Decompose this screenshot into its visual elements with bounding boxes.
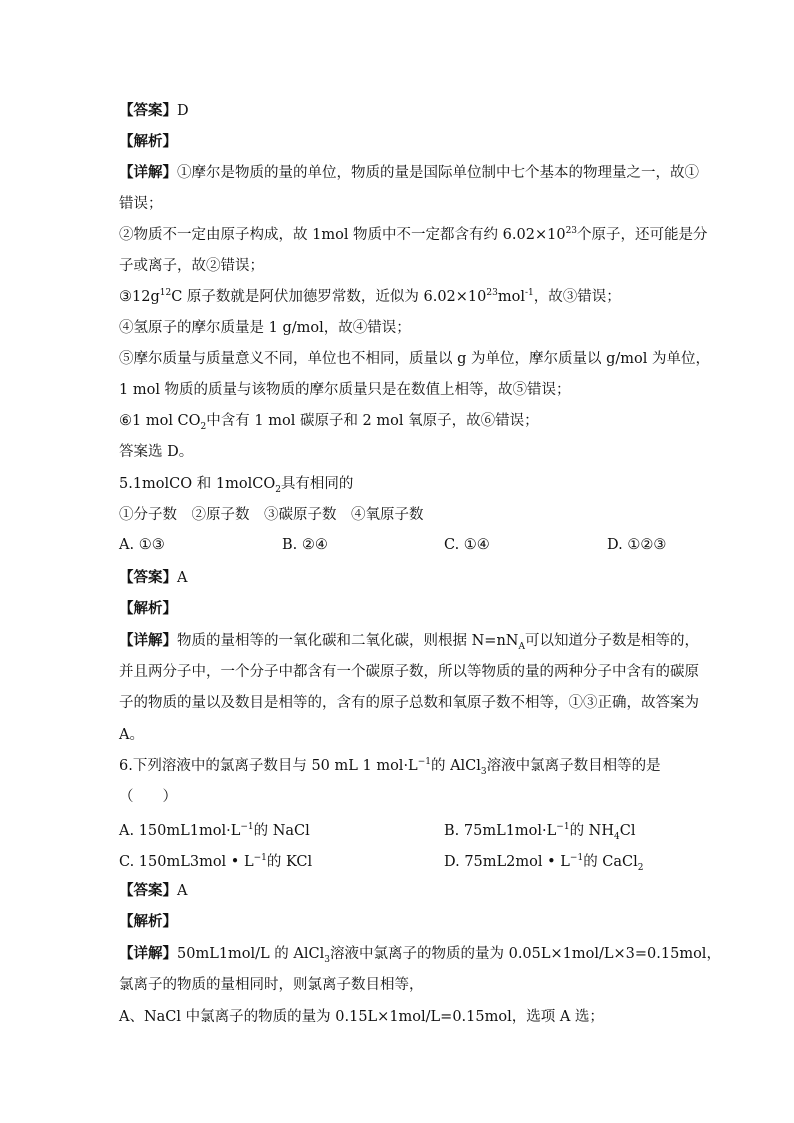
detail-tag: 【详解】 — [119, 945, 177, 962]
subscript: 2 — [637, 862, 644, 873]
question-stem — [119, 756, 679, 776]
question-stem — [119, 474, 679, 494]
text: 个原子，还可能是分 — [577, 227, 708, 243]
option-b: B. ②④ — [282, 537, 328, 553]
option-b — [444, 819, 636, 840]
text: ③12g — [119, 289, 160, 305]
text: 5.1molCO 和 1molCO — [119, 476, 276, 492]
question-items: ①分子数 ②原子数 ③碳原子数 ④氧原子数 — [119, 507, 424, 523]
option-c: C. ①④ — [444, 537, 490, 553]
text-line: 子的物质的量以及数目是相等的，含有的原子总数和氧原子数不相等，①③正确，故答案为 — [119, 695, 699, 711]
subscript: 2 — [200, 421, 207, 432]
answer-line — [119, 568, 679, 588]
superscript: -1 — [524, 288, 534, 299]
text-line: 并且两分子中，一个分子中都含有一个碳原子数，所以等物质的量的两种分子中含有的碳原 — [119, 664, 699, 680]
answer-tag: 【答案】 — [119, 102, 177, 119]
text: ，故③错误； — [533, 289, 621, 305]
superscript: −1 — [556, 822, 570, 833]
text: 的 CaCl — [583, 854, 638, 870]
text: D. 75mL2mol • L — [444, 854, 570, 870]
superscript: −1 — [240, 822, 254, 833]
text: ①摩尔是物质的量的单位，物质的量是国际单位制中七个基本的物理量之一，故① — [177, 165, 699, 181]
text-line: 答案选 D。 — [119, 444, 194, 460]
option-d — [444, 850, 644, 871]
answer-tag: 【答案】 — [119, 882, 177, 899]
analysis-tag: 【解析】 — [119, 913, 177, 930]
text: 的 KCl — [266, 854, 313, 870]
option-a — [119, 819, 310, 840]
answer-tag: 【答案】 — [119, 569, 177, 586]
text-line: 错误； — [119, 196, 163, 212]
subscript: 3 — [324, 954, 330, 965]
superscript: 23 — [565, 226, 578, 237]
text-line: ④氢原子的摩尔质量是 1 g/mol，故④错误； — [119, 320, 411, 336]
option-a: A. ①③ — [119, 537, 165, 553]
detail-line — [119, 631, 699, 652]
text-line — [119, 411, 679, 431]
answer-value: A — [177, 883, 188, 899]
answer-line — [119, 101, 679, 121]
text: ⑥1 mol CO — [119, 413, 201, 429]
text-line: 1 mol 物质的质量与该物质的摩尔质量只是在数值上相等，故⑤错误； — [119, 382, 571, 398]
text: 具有相同的 — [280, 476, 354, 492]
subscript: 2 — [275, 484, 281, 495]
text: C. 150mL3mol • L — [119, 854, 254, 870]
text: 溶液中氯离子的物质的量为 0.05L×1mol/L×3=0.15mol， — [329, 946, 721, 962]
text-line: ⑤摩尔质量与质量意义不同，单位也不相同，质量以 g 为单位，摩尔质量以 g/mol 为单位， — [119, 351, 710, 367]
analysis-tag: 【解析】 — [119, 600, 177, 617]
superscript: 23 — [486, 288, 498, 299]
text: 中含有 1 mol 碳原子和 2 mol 氧原子，故⑥错误； — [206, 413, 539, 429]
text: 可以知道分子数是相等的， — [524, 633, 699, 649]
answer-value: A — [177, 570, 188, 586]
text: 的 NH — [569, 823, 615, 839]
superscript: 12 — [159, 288, 172, 299]
text-line: 氯离子的物质的量相同时，则氯离子数目相等， — [119, 977, 424, 993]
option-d: D. ①②③ — [607, 537, 667, 553]
text: 的 AlCl — [430, 758, 481, 774]
answer-line — [119, 881, 679, 901]
text: 6.下列溶液中的氯离子数目与 50 mL 1 mol·L — [119, 758, 418, 774]
text: mol — [497, 289, 525, 305]
detail-line — [119, 944, 721, 965]
detail-line — [119, 163, 699, 183]
text: ②物质不一定由原子构成，故 1mol 物质中不一定都含有约 6.02×10 — [119, 227, 566, 243]
text: Cl — [619, 823, 636, 839]
superscript: −1 — [417, 757, 431, 768]
text: B. 75mL1mol·L — [444, 823, 557, 839]
text-line — [119, 287, 679, 307]
subscript: A — [518, 641, 525, 652]
text: 溶液中氯离子数目相等的是 — [486, 758, 661, 774]
text: 的 NaCl — [253, 823, 310, 839]
text-line: A。 — [119, 727, 144, 743]
text: 物质的量相等的一氧化碳和二氧化碳，则根据 N=nN — [177, 633, 519, 649]
superscript: −1 — [569, 853, 584, 864]
text-line — [119, 225, 708, 245]
answer-value: D — [177, 103, 189, 119]
detail-tag: 【详解】 — [119, 632, 177, 649]
superscript: −1 — [253, 853, 267, 864]
text: A. 150mL1mol·L — [119, 823, 241, 839]
text: 50mL1mol/L 的 AlCl — [177, 946, 325, 962]
text-line: 子或离子，故②错误； — [119, 258, 264, 274]
subscript: 4 — [614, 831, 620, 842]
question-paren: （ ） — [119, 789, 177, 805]
subscript: 3 — [480, 766, 487, 777]
text: C 原子数就是阿伏加德罗常数，近似为 6.02×10 — [171, 289, 487, 305]
text-line: A、NaCl 中氯离子的物质的量为 0.15L×1mol/L=0.15mol，选项 A 选； — [119, 1009, 604, 1025]
option-c — [119, 850, 312, 871]
analysis-tag: 【解析】 — [119, 133, 177, 150]
detail-tag: 【详解】 — [119, 164, 177, 181]
